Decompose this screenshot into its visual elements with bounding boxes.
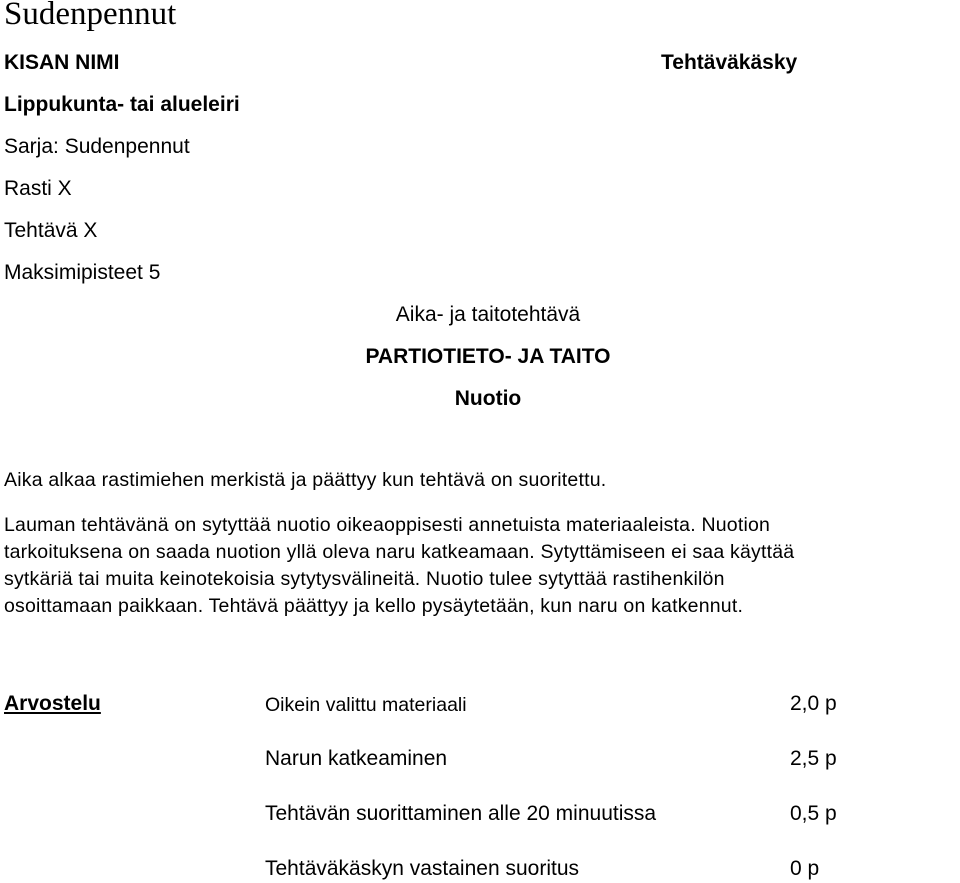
grading-heading: Arvostelu — [4, 692, 101, 715]
time-note: Aika alkaa rastimiehen merkistä ja päättyy kun tehtävä on suoritettu. — [4, 469, 607, 491]
criterion-label: Oikein valittu materiaali — [265, 694, 467, 716]
series-label: Sarja: Sudenpennut — [4, 135, 190, 158]
task-category: PARTIOTIETO- JA TAITO — [365, 345, 611, 368]
student-name-label: KISAN NIMI — [4, 51, 120, 74]
task-description — [4, 512, 960, 620]
description-line: tarkoituksena on saada nuotion yllä oleva naru katkeamaan. Sytyttämiseen ei saa käyttää — [4, 541, 795, 563]
task-type: Aika- ja taitotehtävä — [395, 303, 581, 326]
checkpoint-label: Rasti X — [4, 177, 72, 200]
max-points-label: Maksimipisteet 5 — [4, 261, 161, 284]
description-line: Lauman tehtävänä on sytyttää nuotio oikeaoppisesti annetuista materiaaleista. Nuotion — [4, 514, 771, 536]
camp-label: Lippukunta- tai alueleiri — [4, 93, 240, 116]
criterion-points: 2,0 p — [790, 692, 837, 715]
task-number-label: Tehtävä X — [4, 219, 98, 242]
task-name: Nuotio — [454, 387, 522, 410]
task-heading: Tehtäväkäsky — [661, 51, 798, 74]
document-title: Sudenpennut — [4, 0, 177, 32]
criterion-points: 2,5 p — [790, 747, 837, 770]
criterion-points: 0,5 p — [790, 802, 837, 825]
description-line: osoittamaan paikkaan. Tehtävä päättyy ja kello pysäytetään, kun naru on katkennut. — [4, 595, 744, 617]
criterion-label: Narun katkeaminen — [265, 747, 448, 770]
criterion-label: Tehtävän suorittaminen alle 20 minuutissa — [265, 802, 657, 825]
criterion-points: 0 p — [790, 857, 820, 880]
criterion-label: Tehtäväkäskyn vastainen suoritus — [265, 857, 580, 880]
description-line: sytkäriä tai muita keinotekoisia sytytysvälineitä. Nuotio tulee sytyttää rastihenkilön — [4, 568, 725, 590]
